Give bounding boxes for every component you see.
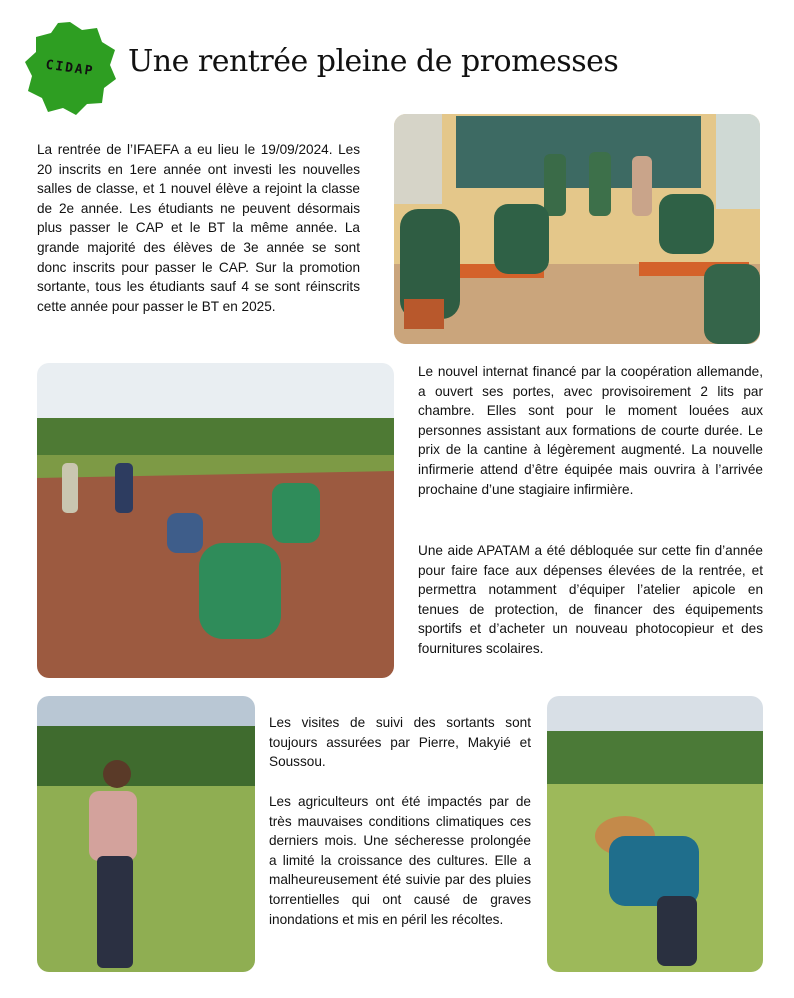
field: [37, 786, 255, 972]
person-head: [103, 760, 131, 788]
person-shirt: [89, 791, 137, 861]
student-seated-2: [494, 204, 549, 274]
field-work-photo: [37, 363, 394, 678]
apatam-paragraph: [418, 541, 763, 659]
field-illustration: [37, 363, 394, 678]
logo-text: CIDAP: [44, 57, 96, 79]
page-title: Une rentrée pleine de promesses: [128, 44, 619, 79]
internat-paragraph: [418, 362, 763, 499]
window-left: [394, 114, 442, 204]
paragraph-internat: Le nouvel internat financé par la coopération allemande, a ouvert ses portes, avec provisoirement 2 lits par chambre. Elles sont pour le moment louées aux personnes assistant aux formations de courte durée. Le prix de la cantine à légèrement augmenté. La nouvelle infirmerie attend d’être équipée mais ouvrira à l’arrivée prochaine d’une stagiaire infirmière.: [418, 364, 763, 497]
paragraph-apatam: Une aide APATAM a été débloquée sur cette fin d’année pour faire face aux dépenses élevées de la rentrée, et permettra notamment d’équiper l’atelier apicole en tenues de protection, de financer des équipements sportifs et d’acheter un nouveau photocopieur et des fournitures scolaires.: [418, 543, 763, 656]
farmer-visit-photo-left: [37, 696, 255, 972]
student-standing-1: [544, 154, 566, 216]
classroom-illustration: [394, 114, 760, 344]
farmer-right-illustration: [547, 696, 763, 972]
paragraph-suivi: Les visites de suivi des sortants sont toujours assurées par Pierre, Makyié et Soussou.: [269, 715, 531, 770]
paragraph-rentree: La rentrée de l’IFAEFA a eu lieu le 19/09/2024. Les 20 inscrits en 1ere année ont investi les nouvelles salles de classe, et 1 nouvel élève a rejoint la classe de 2e année. Les étudiants ne peuvent désormais plus passer le CAP et le BT la même année. La grande majorité des élèves de 3e année se sont donc inscrits pour passer le CAP. Sur la promotion sortante, tous les étudiants sauf 4 se sont réinscrits cette année pour passer le BT en 2025.: [37, 142, 360, 314]
paragraph-climat: Les agriculteurs ont été impactés par de très mauvaises conditions climatiques ces derniers mois. Une sécheresse prolongée a limité la croissance des cultures. Elle a malheureusement été suivie par des pluies torrentielles qui ont causé de graves inondations et mis en péril les récoltes.: [269, 794, 531, 927]
person-shirt: [609, 836, 699, 906]
person-trousers: [657, 896, 697, 966]
worker-4: [272, 483, 320, 543]
farmer-visit-photo-right: [547, 696, 763, 972]
worker-5: [199, 543, 281, 639]
worker-2: [115, 463, 133, 513]
palm-trees: [37, 726, 255, 796]
trees: [547, 731, 763, 791]
window-right: [716, 114, 760, 209]
student-seated-4: [704, 264, 760, 344]
worker-1: [62, 463, 78, 513]
person-trousers: [97, 856, 133, 968]
student-standing-2: [589, 152, 611, 216]
cidap-logo-badge: [22, 20, 118, 116]
farmer-left-illustration: [37, 696, 255, 972]
suivi-paragraph: [269, 713, 531, 772]
intro-paragraph: [37, 140, 360, 316]
student-standing-3: [632, 156, 652, 216]
worker-3: [167, 513, 203, 553]
blackboard: [456, 116, 701, 188]
chair: [404, 299, 444, 329]
classroom-photo: [394, 114, 760, 344]
climat-paragraph: [269, 792, 531, 929]
student-seated-3: [659, 194, 714, 254]
